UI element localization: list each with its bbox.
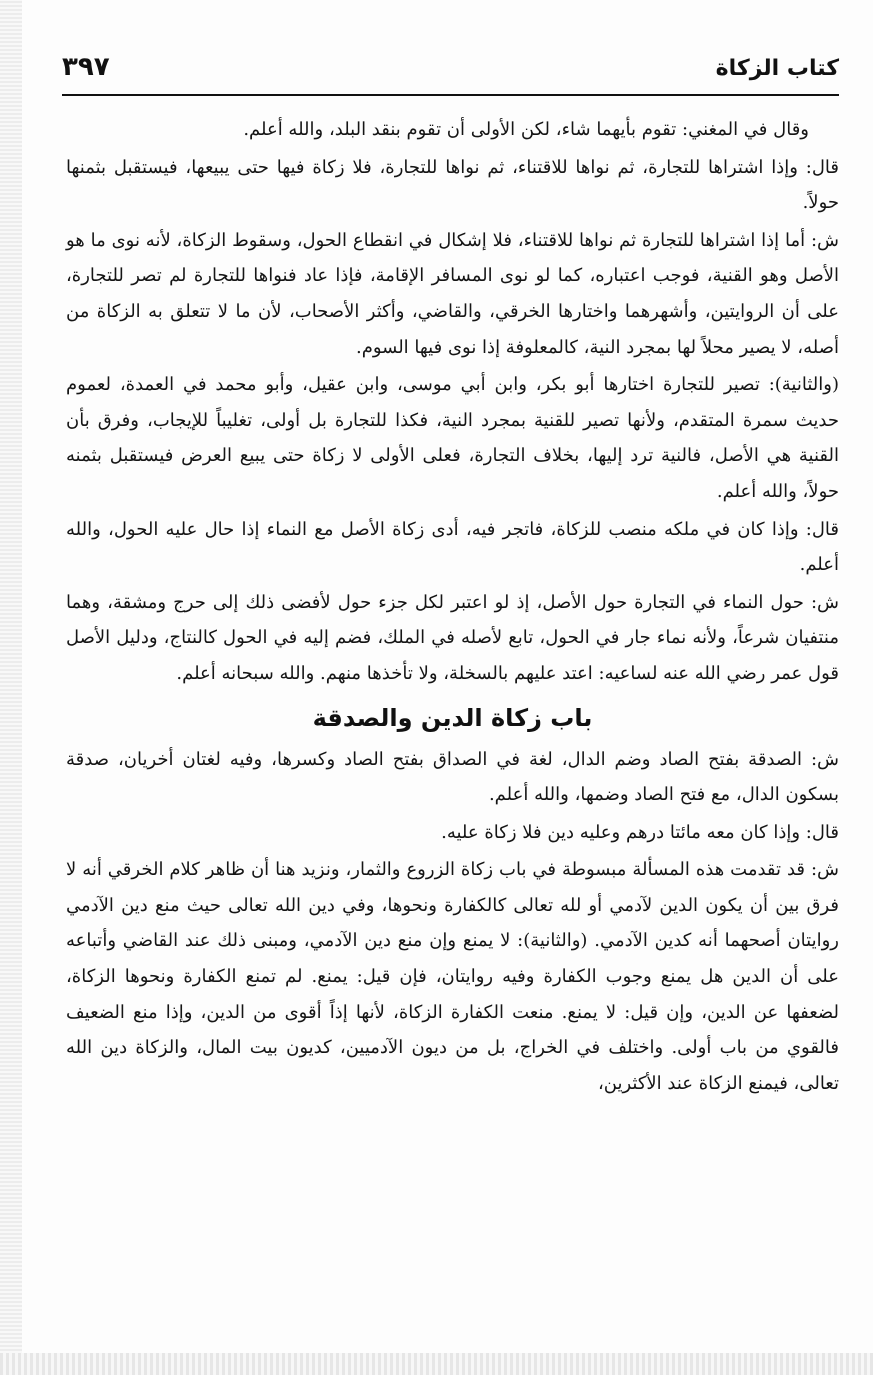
paragraph: ش: أما إذا اشتراها للتجارة ثم نواها للاقتناء، فلا إشكال في انقطاع الحول، وسقوط الزكاة، لأنه نوى ما هو الأصل وهو القنية، فوجب اعتباره، كما لو نوى المسافر الإقامة، فإذا عاد فنواها للتجارة لم تصر للتجارة، على أن الروايتين، وأشهرهما واختارها الخرقي، والقاضي، وأكثر الأصحاب، لأن ما لا تتعلق به الزكاة من أصله، لا يصير محلاً لها بمجرد النية، كالمعلوفة إذا نوى فيها السوم. [66,229,839,358]
paragraph: ش: حول النماء في التجارة حول الأصل، إذ لو اعتبر لكل جزء حول لأفضى ذلك إلى حرج ومشقة، وهما منتفيان شرعاً، ولأنه نماء جار في الحول، تابع لأصله في الملك، فضم إليه في الحول كالنتاج، ودليل الأصل قول عمر رضي الله عنه لساعيه: اعتد عليهم بالسخلة، ولا تأخذها منهم. والله سبحانه أعلم. [66,591,839,684]
paragraph: قال: وإذا كان في ملكه منصب للزكاة، فاتجر فيه، أدى زكاة الأصل مع النماء إذا حال عليه الحول، والله أعلم. [66,518,839,576]
paragraph: ش: الصدقة بفتح الصاد وضم الدال، لغة في الصداق بفتح الصاد وكسرها، وفيه لغتان أخريان، صدقة بسكون الدال، مع فتح الصاد وضمها، والله أعلم. [66,748,839,806]
paragraph: وقال في المغني: تقوم بأيهما شاء، لكن الأولى أن تقوم بنقد البلد، والله أعلم. [243,119,809,140]
scan-edge-left [0,0,22,1375]
running-head: كتاب الزكاة [715,56,839,81]
paragraph: قال: وإذا اشتراها للتجارة، ثم نواها للاقتناء، ثم نواها للتجارة، فلا زكاة فيها حتى يبيعها، فيستقبل بثمنها حولاً. [66,156,839,214]
paragraph: قال: وإذا كان معه مائتا درهم وعليه دين فلا زكاة عليه. [441,821,839,843]
scan-edge-bottom [0,1353,873,1375]
paragraph: (والثانية): تصير للتجارة اختارها أبو بكر، وابن أبي موسى، وابن عقيل، وأبو محمد في العمدة، لعموم حديث سمرة المتقدم، ولأنها تصير للقنية بمجرد النية، فكذا للتجارة بل أولى، تغليباً للإيجاب، وفرق بأن القنية هي الأصل، فالنية ترد إليها، بخلاف التجارة، فعلى الأولى لا زكاة حتى يبيع العرض فيستقبل بثمنه حولاً، والله أعلم. [66,374,839,502]
page-header [62,50,839,96]
body-text [66,112,839,1103]
paragraph: ش: قد تقدمت هذه المسألة مبسوطة في باب زكاة الزروع والثمار، ونزيد هنا أن ظاهر كلام الخرقي أنه لا فرق بين أن يكون الدين لآدمي أو لله تعالى كالكفارة ونحوها، وفي دين الله تعالى حيث منع دين الآدمي روايتان أصحهما أنه كدين الآدمي. (والثانية): لا يمنع وإن منع دين الآدمي، ومبنى ذلك عند القاضي وأتباعه على أن الدين هل يمنع وجوب الكفارة وفيه روايتان، فإن قيل: يمنع. لم تمنع الكفارة ونحوها الزكاة، لضعفها عن الدين، وإن قيل: لا يمنع. منعت الكفارة الزكاة، لأنها إذاً أقوى من الدين، وإذا منع الضعيف فالقوي من باب أولى. واختلف في الخراج، بل من ديون الآدميين، كديون بيت المال، والزكاة دين الله تعالى، فيمنع الزكاة عند الأكثرين، [66,859,839,1094]
section-heading: باب زكاة الدين والصدقة [312,703,593,732]
page-number: ٣٩٧ [62,52,110,82]
